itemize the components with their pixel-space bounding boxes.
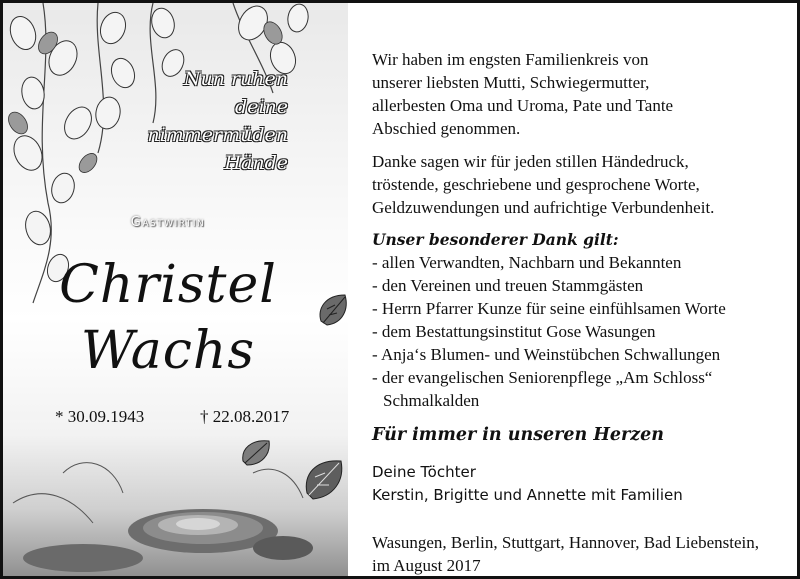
text-line: Danke sagen wir für jeden stillen Händedruck, <box>372 152 689 171</box>
list-item: - den Vereinen und treuen Stammgästen <box>372 276 644 295</box>
last-name: Wachs <box>80 321 256 381</box>
first-name: Christel <box>59 255 277 315</box>
death-date: † 22.08.2017 <box>200 407 290 426</box>
text-line: Geldzuwendungen und aufrichtige Verbundenheit. <box>372 198 715 217</box>
list-item: - Herrn Pfarrer Kunze für seine einfühlsamen Worte <box>372 299 726 318</box>
autumn-leaf-icon <box>239 435 275 471</box>
poem-line: deine <box>235 96 288 118</box>
autumn-leaf-icon <box>301 455 349 503</box>
text-column <box>372 48 792 577</box>
thanks-heading: Unser besonderer Dank gilt: <box>372 230 619 249</box>
poem-line: nimmermüden <box>147 124 288 146</box>
motto: Für immer in unseren Herzen <box>372 425 665 445</box>
poem-line: Nun ruhen <box>183 68 288 90</box>
text-line: Wir haben im engsten Familienkreis von <box>372 50 649 69</box>
text-line: Kerstin, Brigitte und Annette mit Familien <box>372 486 683 504</box>
thanks-list <box>372 251 792 412</box>
text-line: im August 2017 <box>372 556 481 575</box>
birth-date: * 30.09.1943 <box>55 407 145 426</box>
text-line: Abschied genommen. <box>372 119 521 138</box>
decorative-panel <box>3 3 348 579</box>
text-line: Wasungen, Berlin, Stuttgart, Hannover, Bad Liebenstein, <box>372 533 759 552</box>
family-signature <box>372 461 792 507</box>
autumn-leaf-icon <box>315 291 355 331</box>
list-item: - Anja‘s Blumen- und Weinstübchen Schwallungen <box>372 345 721 364</box>
places-and-date <box>372 531 792 577</box>
text-line: Deine Töchter <box>372 463 476 481</box>
list-item: - allen Verwandten, Nachbarn und Bekannten <box>372 253 682 272</box>
list-item: - der evangelischen Seniorenpflege „Am Schloss“ <box>372 368 713 387</box>
text-line: allerbesten Oma und Uroma, Pate und Tante <box>372 96 674 115</box>
gratitude-paragraph <box>372 150 792 219</box>
list-item-continuation: Schmalkalden <box>383 391 480 410</box>
poem <box>88 65 288 177</box>
text-line: tröstende, geschriebene und gesprochene Worte, <box>372 175 700 194</box>
announcement-paragraph <box>372 48 792 140</box>
text-line: unserer liebsten Mutti, Schwiegermutter, <box>372 73 650 92</box>
poem-line: Hände <box>224 152 288 174</box>
occupation: Gastwirtin <box>130 215 206 230</box>
list-item: - dem Bestattungsinstitut Gose Wasungen <box>372 322 656 341</box>
